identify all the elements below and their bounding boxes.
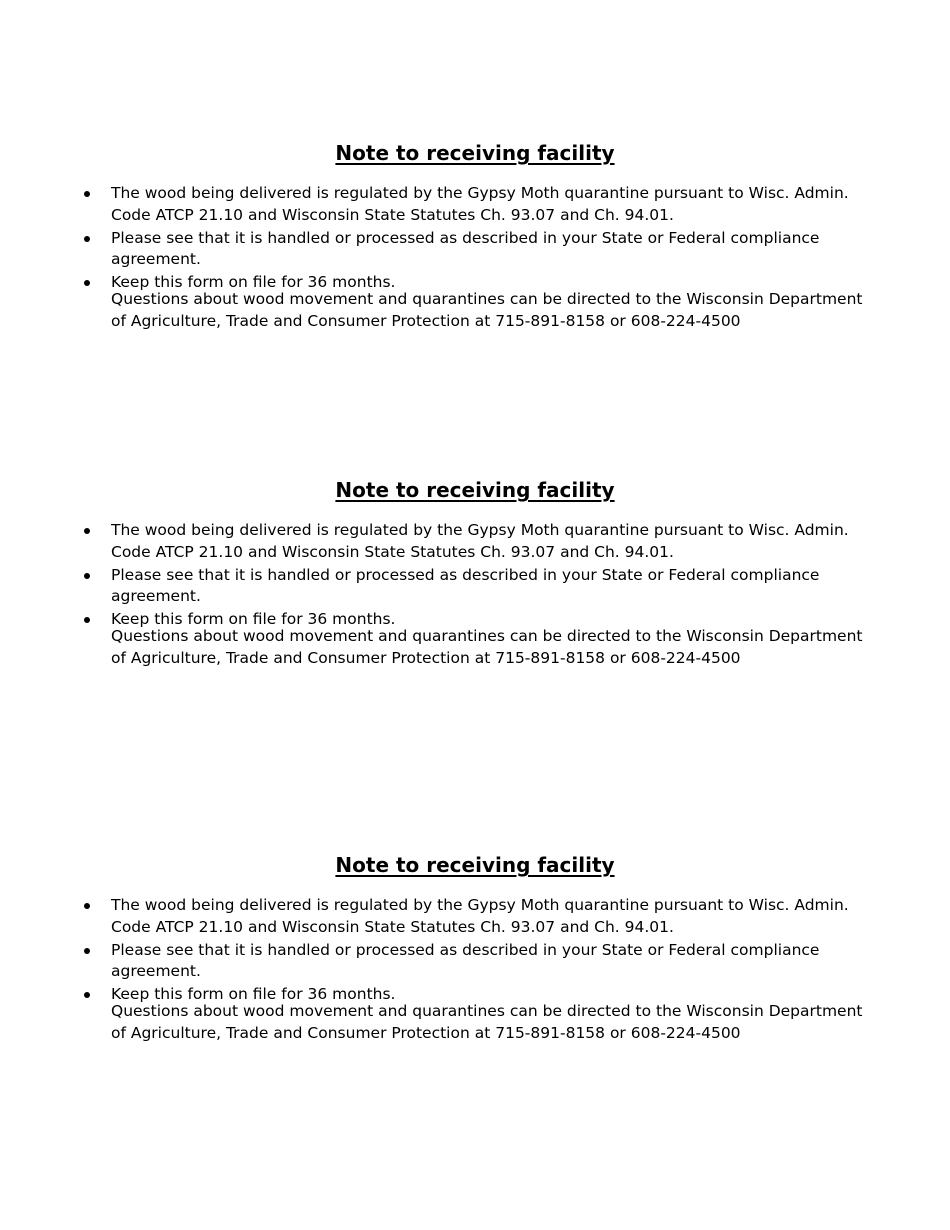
bullet-text: The wood being delivered is regulated by the Gypsy Moth quarantine pursuant to Wisc. Admin. Code ATCP 21.10 and Wisconsin State Statutes Ch. 93.07 and Ch. 94.01.: [111, 896, 849, 936]
bullet-text: The wood being delivered is regulated by the Gypsy Moth quarantine pursuant to Wisc. Admin. Code ATCP 21.10 and Wisconsin State Statutes Ch. 93.07 and Ch. 94.01.: [111, 521, 849, 561]
bullet-icon: [84, 617, 90, 623]
bullet-icon: [84, 992, 90, 998]
questions-contact-text: Questions about wood movement and quarantines can be directed to the Wisconsin Department of Agriculture, Trade and Consumer Protection at 715-891-8158 or 608-224-4500: [111, 1002, 863, 1042]
bullet-icon: [84, 236, 90, 242]
note-bullet-item: [0, 183, 891, 226]
note-title: Note to receiving facility: [335, 478, 615, 502]
note-bullet-item: [0, 520, 891, 563]
note-bullet-list: [0, 183, 950, 295]
bullet-icon: [84, 528, 90, 534]
questions-contact-text: Questions about wood movement and quarantines can be directed to the Wisconsin Department of Agriculture, Trade and Consumer Protection at 715-891-8158 or 608-224-4500: [111, 290, 863, 330]
bullet-text: Please see that it is handled or processed as described in your State or Federal compliance agreement.: [111, 940, 820, 980]
bullet-text: Keep this form on file for 36 months.: [111, 985, 396, 1003]
note-title: Note to receiving facility: [335, 141, 615, 165]
note-bullet-list: [0, 520, 950, 632]
bullet-text: Keep this form on file for 36 months.: [111, 610, 396, 628]
bullet-text: The wood being delivered is regulated by the Gypsy Moth quarantine pursuant to Wisc. Admin. Code ATCP 21.10 and Wisconsin State Statutes Ch. 93.07 and Ch. 94.01.: [111, 184, 849, 224]
note-bullet-list: [0, 895, 950, 1007]
bullet-text: Keep this form on file for 36 months.: [111, 273, 396, 291]
note-bullet-item: [0, 565, 891, 608]
bullet-icon: [84, 903, 90, 909]
note-title: Note to receiving facility: [335, 853, 615, 877]
note-bullet-item: [0, 228, 891, 271]
bullet-icon: [84, 948, 90, 954]
bullet-text: Please see that it is handled or processed as described in your State or Federal compliance agreement.: [111, 228, 820, 268]
questions-contact-text: Questions about wood movement and quarantines can be directed to the Wisconsin Department of Agriculture, Trade and Consumer Protection at 715-891-8158 or 608-224-4500: [111, 627, 863, 667]
bullet-icon: [84, 191, 90, 197]
note-bullet-item: [0, 895, 891, 938]
bullet-icon: [84, 573, 90, 579]
note-bullet-item: [0, 940, 891, 983]
bullet-text: Please see that it is handled or processed as described in your State or Federal compliance agreement.: [111, 565, 820, 605]
bullet-icon: [84, 280, 90, 286]
